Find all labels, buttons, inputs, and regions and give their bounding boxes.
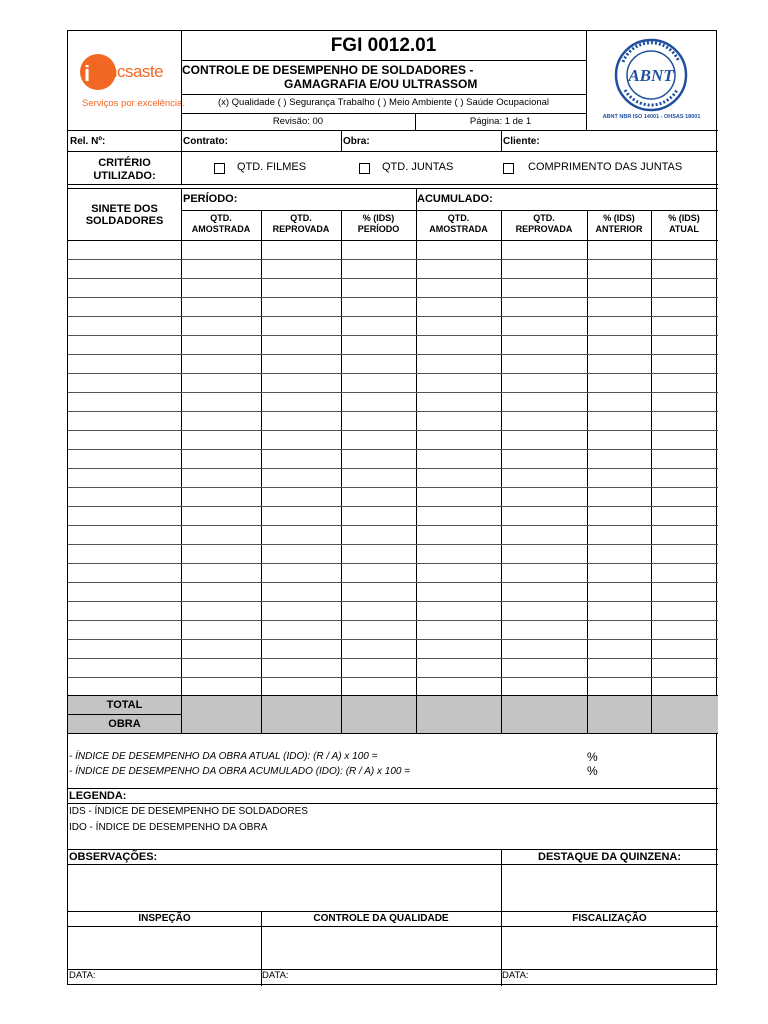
certification-caption: ABNT NBR ISO 14001 - OHSAS 18001 bbox=[602, 114, 701, 120]
table-row[interactable] bbox=[68, 639, 718, 658]
legend-ids: IDS - ÍNDICE DE DESEMPENHO DE SOLDADORES bbox=[69, 806, 308, 817]
certification-seal bbox=[587, 32, 716, 129]
table-row[interactable] bbox=[68, 392, 718, 411]
col-header-ids-atual: % (IDS) ATUAL bbox=[668, 213, 700, 234]
table-row[interactable] bbox=[68, 563, 718, 582]
checkbox-qtd-juntas[interactable] bbox=[359, 163, 370, 174]
form-title-line1: CONTROLE DE DESEMPENHO DE SOLDADORES - bbox=[182, 63, 474, 77]
criteria-label-line1: CRITÉRIO bbox=[98, 157, 151, 169]
form-sheet bbox=[67, 30, 717, 985]
form-title-line2: GAMAGRAFIA E/OU ULTRASSOM bbox=[284, 77, 478, 91]
company-tagline: Serviços por excelência. bbox=[82, 98, 185, 109]
col-header-periodo-reprovada: QTD. REPROVADA bbox=[272, 213, 330, 234]
date-label-fiscalizacao: DATA: bbox=[502, 970, 529, 981]
legend-ido: IDO - ÍNDICE DE DESEMPENHO DA OBRA bbox=[69, 822, 268, 833]
criteria-label-line2: UTILIZADO: bbox=[93, 170, 156, 182]
obra-label: Obra: bbox=[343, 136, 370, 147]
destaque-field[interactable] bbox=[502, 865, 716, 910]
destaque-label: DESTAQUE DA QUINZENA: bbox=[538, 851, 681, 863]
obra-total-label: OBRA bbox=[108, 718, 141, 730]
rel-number-label: Rel. Nº: bbox=[70, 136, 106, 147]
signature-field-controle[interactable] bbox=[262, 927, 500, 968]
table-row[interactable] bbox=[68, 525, 718, 544]
table-row[interactable] bbox=[68, 259, 718, 278]
total-label: TOTAL bbox=[106, 699, 143, 711]
signature-field-fiscalizacao[interactable] bbox=[502, 927, 716, 968]
observations-field[interactable] bbox=[69, 865, 500, 910]
periodo-header: PERÍODO: bbox=[183, 193, 238, 205]
table-row[interactable] bbox=[68, 411, 718, 430]
option-comprimento-juntas: COMPRIMENTO DAS JUNTAS bbox=[528, 161, 683, 173]
ido-acumulado-percent: % bbox=[587, 764, 598, 778]
ido-atual-formula: - ÍNDICE DE DESEMPENHO DA OBRA ATUAL (IDO): (R / A) x 100 = bbox=[69, 751, 378, 762]
page-number: Página: 1 de 1 bbox=[469, 116, 532, 127]
table-row[interactable] bbox=[68, 601, 718, 620]
checkbox-qtd-filmes[interactable] bbox=[214, 163, 225, 174]
table-row[interactable] bbox=[68, 506, 718, 525]
legend-title: LEGENDA: bbox=[69, 790, 127, 802]
table-row[interactable] bbox=[68, 544, 718, 563]
option-qtd-filmes: QTD. FILMES bbox=[237, 161, 307, 173]
sinete-header-line1: SINETE DOS bbox=[91, 203, 158, 215]
table-row[interactable] bbox=[68, 316, 718, 335]
signature-fiscalizacao: FISCALIZAÇÃO bbox=[572, 913, 647, 924]
ido-atual-percent: % bbox=[587, 750, 598, 764]
signature-inspecao: INSPEÇÃO bbox=[138, 913, 191, 924]
table-row[interactable] bbox=[68, 240, 718, 259]
option-qtd-juntas: QTD. JUNTAS bbox=[382, 161, 454, 173]
checkbox-comprimento-juntas[interactable] bbox=[503, 163, 514, 174]
table-row[interactable] bbox=[68, 373, 718, 392]
table-row[interactable] bbox=[68, 335, 718, 354]
table-row[interactable] bbox=[68, 468, 718, 487]
observations-label: OBSERVAÇÕES: bbox=[69, 851, 158, 863]
table-row[interactable] bbox=[68, 354, 718, 373]
table-row[interactable] bbox=[68, 278, 718, 297]
table-row[interactable] bbox=[68, 430, 718, 449]
company-logo bbox=[78, 51, 185, 111]
col-header-ids-periodo: % (IDS) PERÍODO bbox=[357, 213, 400, 234]
col-header-acumulado-amostrada: QTD. AMOSTRADA bbox=[429, 213, 488, 234]
table-row[interactable] bbox=[68, 449, 718, 468]
table-row[interactable] bbox=[68, 297, 718, 316]
signature-controle: CONTROLE DA QUALIDADE bbox=[313, 913, 449, 924]
svg-text:ABNT: ABNT bbox=[628, 66, 674, 85]
table-row[interactable] bbox=[68, 620, 718, 639]
date-label-inspecao: DATA: bbox=[69, 970, 96, 981]
ido-acumulado-formula: - ÍNDICE DE DESEMPENHO DA OBRA ACUMULADO (IDO): (R / A) x 100 = bbox=[69, 766, 411, 777]
cliente-label: Cliente: bbox=[503, 136, 540, 147]
form-code: FGI 0012.01 bbox=[330, 35, 437, 56]
date-label-controle: DATA: bbox=[262, 970, 289, 981]
col-header-periodo-amostrada: QTD. AMOSTRADA bbox=[191, 213, 251, 234]
col-header-acumulado-reprovada: QTD. REPROVADA bbox=[515, 213, 573, 234]
table-row[interactable] bbox=[68, 658, 718, 677]
table-row[interactable] bbox=[68, 677, 718, 696]
revision-label: Revisão: 00 bbox=[272, 116, 324, 127]
acumulado-header: ACUMULADO: bbox=[417, 193, 493, 205]
table-row[interactable] bbox=[68, 487, 718, 506]
signature-field-inspecao[interactable] bbox=[69, 927, 260, 968]
management-systems: (x) Qualidade ( ) Segurança Trabalho ( ) Meio Ambiente ( ) Saúde Ocupacional bbox=[217, 97, 550, 108]
company-logo-text: imcsaste bbox=[100, 62, 164, 81]
contrato-label: Contrato: bbox=[183, 136, 228, 147]
sinete-header-line2: SOLDADORES bbox=[85, 215, 164, 227]
svg-text:i: i bbox=[84, 61, 91, 86]
col-header-ids-anterior: % (IDS) ANTERIOR bbox=[595, 213, 643, 234]
table-row[interactable] bbox=[68, 582, 718, 601]
